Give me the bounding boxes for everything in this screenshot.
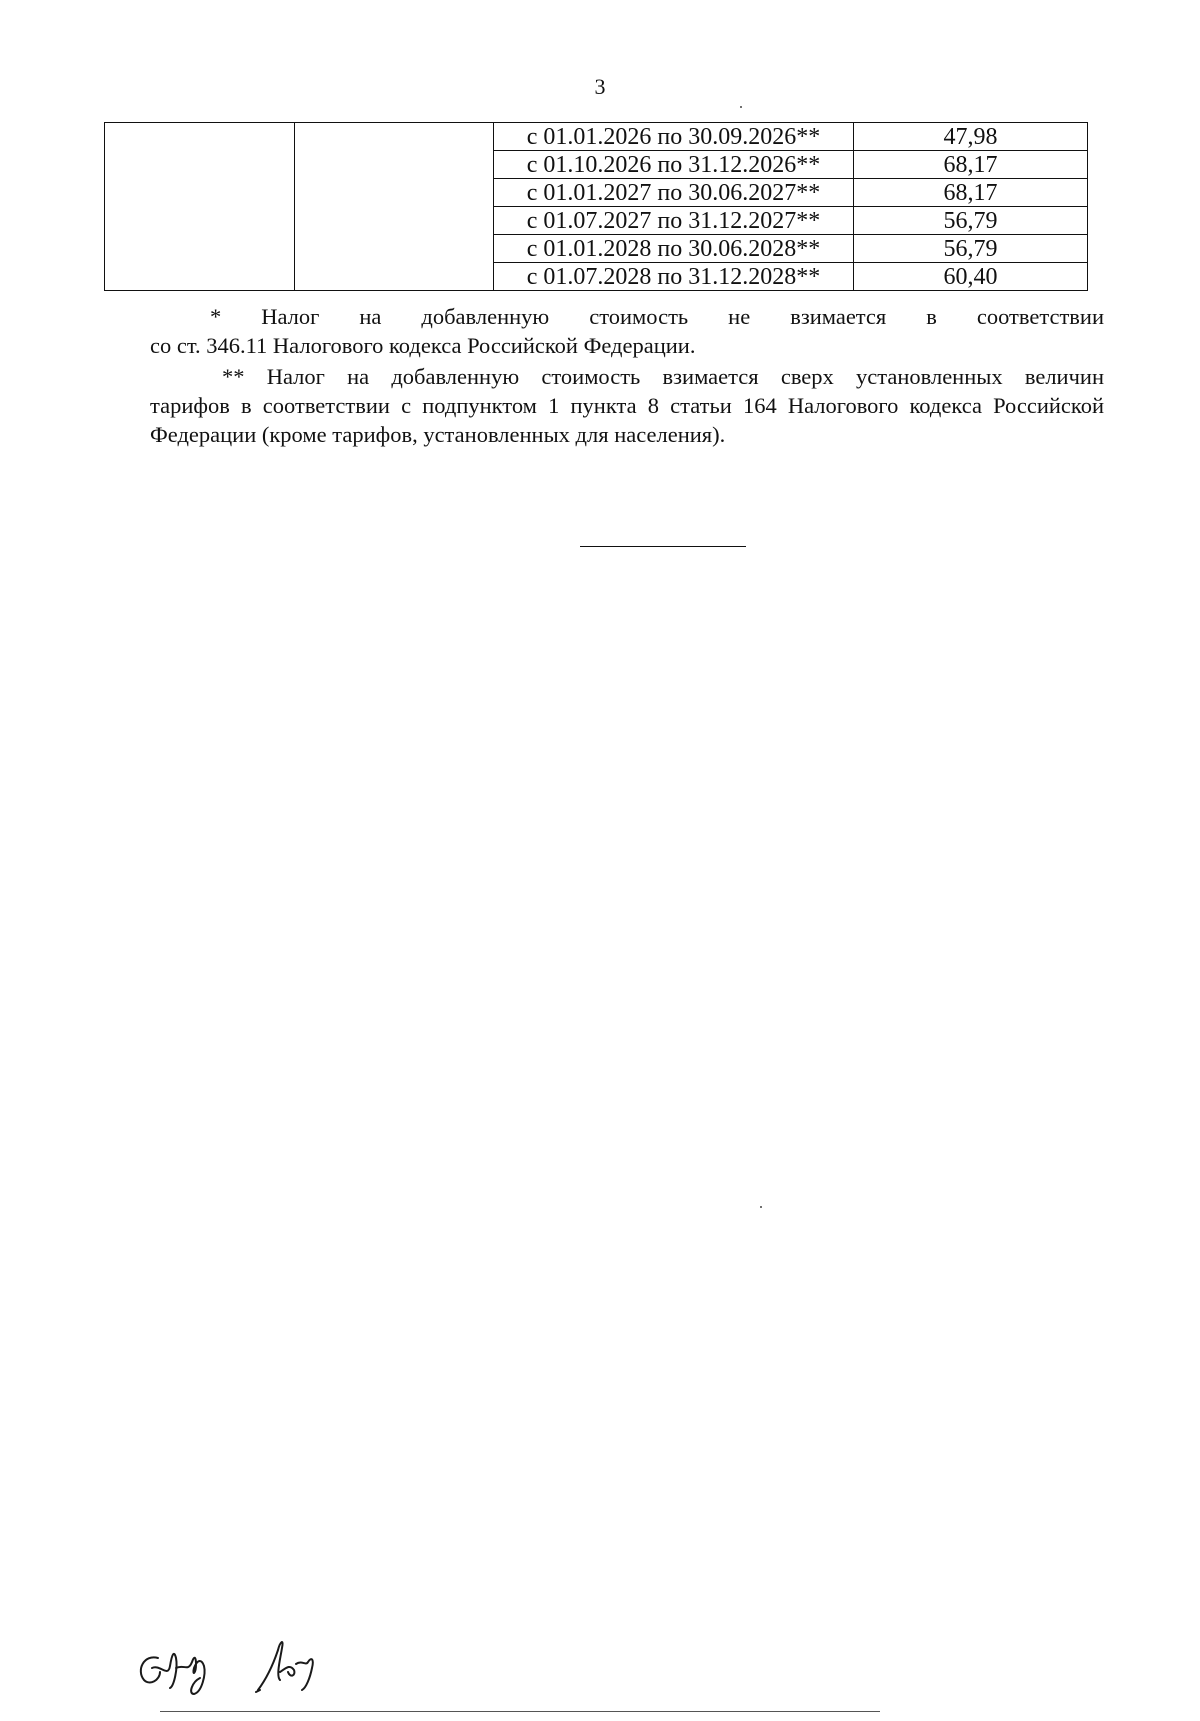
footnote-text: тарифов в соответствии с подпунктом 1 пункта 8 статьи 164 Налогового кодекса Российской Федерации (кроме тарифов, установленных для населения). [150, 393, 1104, 447]
footnote-vat-exempt [150, 302, 1104, 360]
empty-cell-2 [295, 123, 494, 291]
end-divider [580, 546, 746, 547]
period-cell: с 01.01.2027 по 30.06.2027** [494, 179, 854, 207]
period-cell: с 01.07.2027 по 31.12.2027** [494, 207, 854, 235]
tariff-table [104, 122, 1088, 291]
initials-dot [256, 1690, 260, 1692]
period-cell: с 01.01.2026 по 30.09.2026** [494, 123, 854, 151]
footnote-vat-charged [150, 362, 1104, 449]
initials-right [258, 1642, 313, 1690]
initials-left [141, 1654, 205, 1694]
page-number: 3 [594, 74, 606, 99]
value-cell: 47,98 [854, 123, 1088, 151]
footnote-line: * Налог на добавленную стоимость не взимается в соответствии [210, 304, 1104, 329]
empty-cell-1 [105, 123, 295, 291]
period-cell: с 01.07.2028 по 31.12.2028** [494, 263, 854, 291]
period-cell: с 01.01.2028 по 30.06.2028** [494, 235, 854, 263]
scan-speck [760, 1206, 762, 1208]
period-cell: с 01.10.2026 по 31.12.2026** [494, 151, 854, 179]
handwritten-signatures [130, 1628, 390, 1698]
table-row [105, 123, 1088, 151]
scan-speck [740, 106, 742, 108]
footnote-text: со ст. 346.11 Налогового кодекса Российской Федерации. [150, 333, 696, 358]
bottom-rule [160, 1711, 880, 1712]
value-cell: 60,40 [854, 263, 1088, 291]
value-cell: 68,17 [854, 179, 1088, 207]
value-cell: 56,79 [854, 207, 1088, 235]
footnote-line: ** Налог на добавленную стоимость взимается сверх установленных величин [222, 364, 1104, 389]
value-cell: 56,79 [854, 235, 1088, 263]
value-cell: 68,17 [854, 151, 1088, 179]
